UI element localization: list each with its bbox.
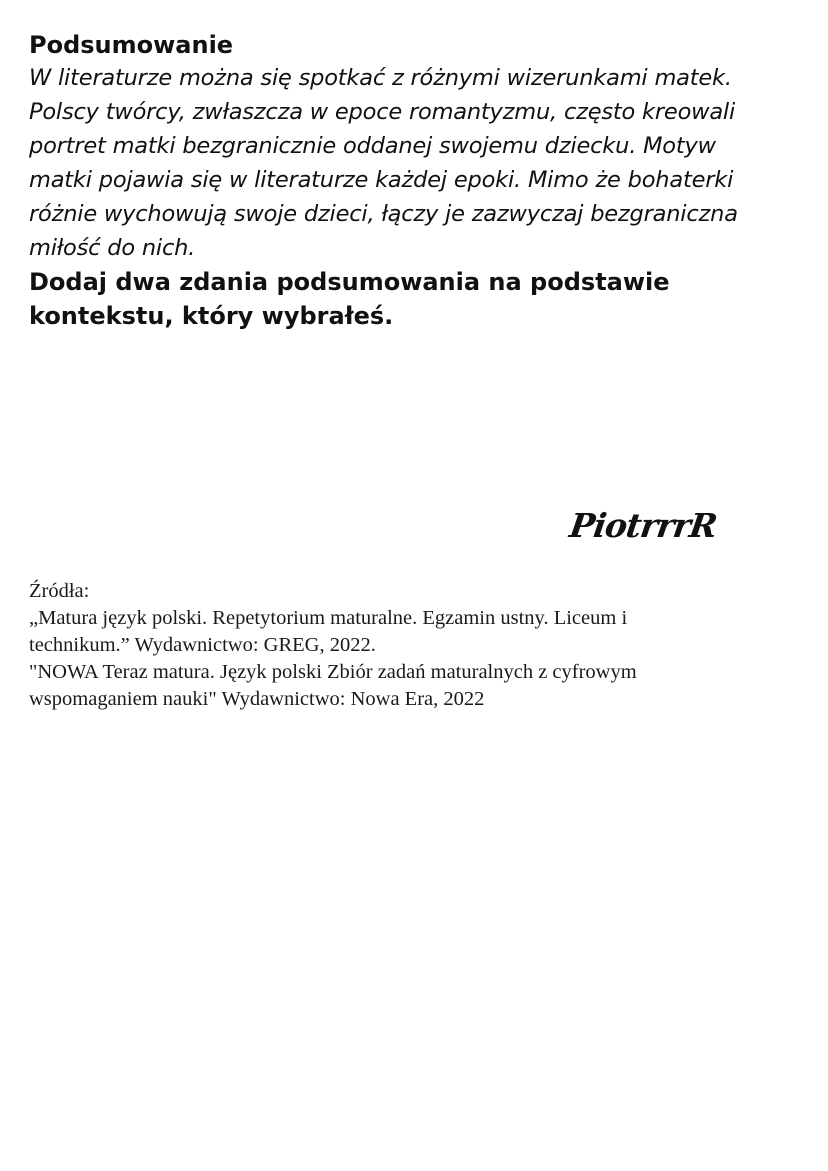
summary-body-line: miłość do nich.	[29, 235, 196, 261]
source-line: wspomaganiem nauki" Wydawnictwo: Nowa Era, 2022	[29, 688, 485, 710]
source-line: "NOWA Teraz matura. Język polski Zbiór zadań maturalnych z cyfrowym	[29, 661, 637, 683]
summary-body	[29, 61, 809, 265]
summary-body-line: portret matki bezgranicznie oddanej swojemu dziecku. Motyw	[29, 133, 716, 159]
summary-title: Podsumowanie	[29, 31, 234, 59]
summary-task	[29, 265, 809, 333]
summary-body-line: Polscy twórcy, zwłaszcza w epoce romantyzmu, często kreowali	[29, 99, 736, 125]
source-line: technikum.” Wydawnictwo: GREG, 2022.	[29, 634, 376, 656]
source-line: „Matura język polski. Repetytorium maturalne. Egzamin ustny. Liceum i	[29, 607, 628, 629]
summary-body-line: matki pojawia się w literaturze każdej epoki. Mimo że bohaterki	[29, 167, 734, 193]
summary-task-line: kontekstu, który wybrałeś.	[29, 302, 394, 330]
summary-section	[29, 30, 809, 333]
summary-body-line: różnie wychowują swoje dzieci, łączy je zazwyczaj bezgraniczna	[29, 201, 738, 227]
sources-heading: Źródła:	[29, 580, 90, 602]
summary-body-line: W literaturze można się spotkać z różnymi wizerunkami matek.	[29, 65, 732, 91]
summary-task-line: Dodaj dwa zdania podsumowania na podstawie	[29, 268, 670, 296]
author-signature: PiotrrrR	[567, 506, 719, 545]
sources-section	[29, 578, 809, 713]
